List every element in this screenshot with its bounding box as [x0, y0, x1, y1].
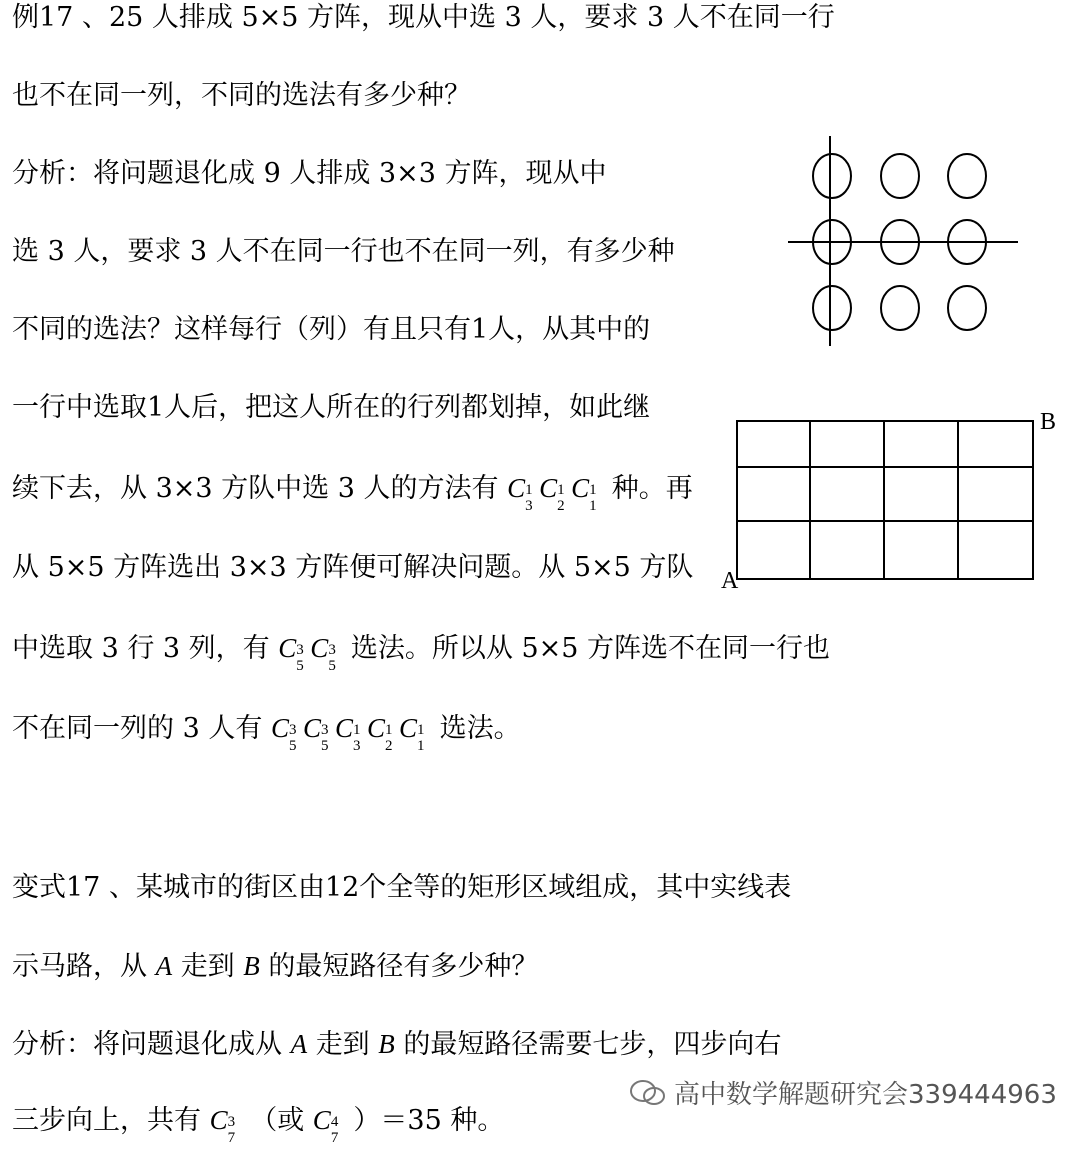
text-segment: 的最短路径有多少种？: [268, 951, 539, 982]
circle: [948, 286, 986, 330]
wechat-icon: [628, 1078, 668, 1108]
combination-formula: C 4 7: [312, 1105, 339, 1146]
text-line: [12, 470, 693, 514]
text-line: 选 3 人，要求 3 人不在同一行也不在同一列，有多少种: [12, 236, 675, 267]
text-line: 分析：将问题退化成 9 人排成 3×3 方阵，现从中: [12, 158, 607, 189]
text-segment: （或: [250, 1105, 305, 1136]
text-line: [12, 948, 538, 985]
point-a: A: [155, 951, 173, 981]
text-line: [12, 710, 521, 754]
text-segment: 走到: [315, 1029, 370, 1060]
text-line: 也不在同一列，不同的选法有多少种？: [12, 80, 471, 111]
circle-matrix-diagram: [780, 130, 1030, 355]
circle: [813, 286, 851, 330]
text-segment: 选法。: [439, 713, 521, 744]
text-segment: 种。再: [611, 473, 693, 504]
text-line: 从 5×5 方阵选出 3×3 方阵便可解决问题。从 5×5 方队: [12, 552, 694, 583]
text-segment: ）＝35 种。: [353, 1105, 505, 1136]
combination-formula: C 3 7: [209, 1105, 236, 1146]
circle: [881, 154, 919, 198]
point-b: B: [243, 951, 260, 981]
watermark-text: 高中数学解题研究会339444963: [674, 1080, 1057, 1110]
text-line: [12, 1102, 505, 1146]
point-b: B: [378, 1029, 395, 1059]
text-line: 例17 、25 人排成 5×5 方阵，现从中选 3 人，要求 3 人不在同一行: [12, 2, 835, 33]
grid-label-b: B: [1040, 409, 1057, 435]
text-line: 一行中选取1人后，把这人所在的行列都划掉，如此继: [12, 392, 651, 423]
combination-formula: C 3 5 C 3 5: [278, 633, 336, 674]
circle: [948, 154, 986, 198]
text-line: 不同的选法？这样每行（列）有且只有1人，从其中的: [12, 314, 651, 345]
combination-formula: C 3 5 C 3 5 C 1 3 C 1 2 C 1 1: [270, 713, 425, 754]
point-a: A: [290, 1029, 308, 1059]
grid-label-a: A: [721, 568, 739, 594]
text-line: [12, 1026, 781, 1063]
watermark: [628, 1074, 1057, 1111]
text-segment: 示马路，从: [12, 951, 147, 982]
text-segment: 的最短路径需要七步，四步向右: [403, 1029, 782, 1060]
street-grid-diagram: [730, 415, 1040, 585]
text-line: 变式17 、某城市的街区由12个全等的矩形区域组成，其中实线表: [12, 872, 792, 903]
circle: [813, 154, 851, 198]
text-segment: 不在同一列的 3 人有: [12, 713, 263, 744]
text-segment: 选法。所以从 5×5 方阵选不在同一行也: [350, 633, 831, 664]
text-segment: 中选取 3 行 3 列，有: [12, 633, 270, 664]
combination-formula: C 1 3 C 1 2 C 1 1: [507, 473, 597, 514]
circle: [881, 286, 919, 330]
text-segment: 走到: [180, 951, 235, 982]
text-segment: 三步向上，共有: [12, 1105, 201, 1136]
text-line: [12, 630, 831, 674]
text-segment: 续下去，从 3×3 方队中选 3 人的方法有: [12, 473, 499, 504]
text-segment: 分析：将问题退化成从: [12, 1029, 282, 1060]
